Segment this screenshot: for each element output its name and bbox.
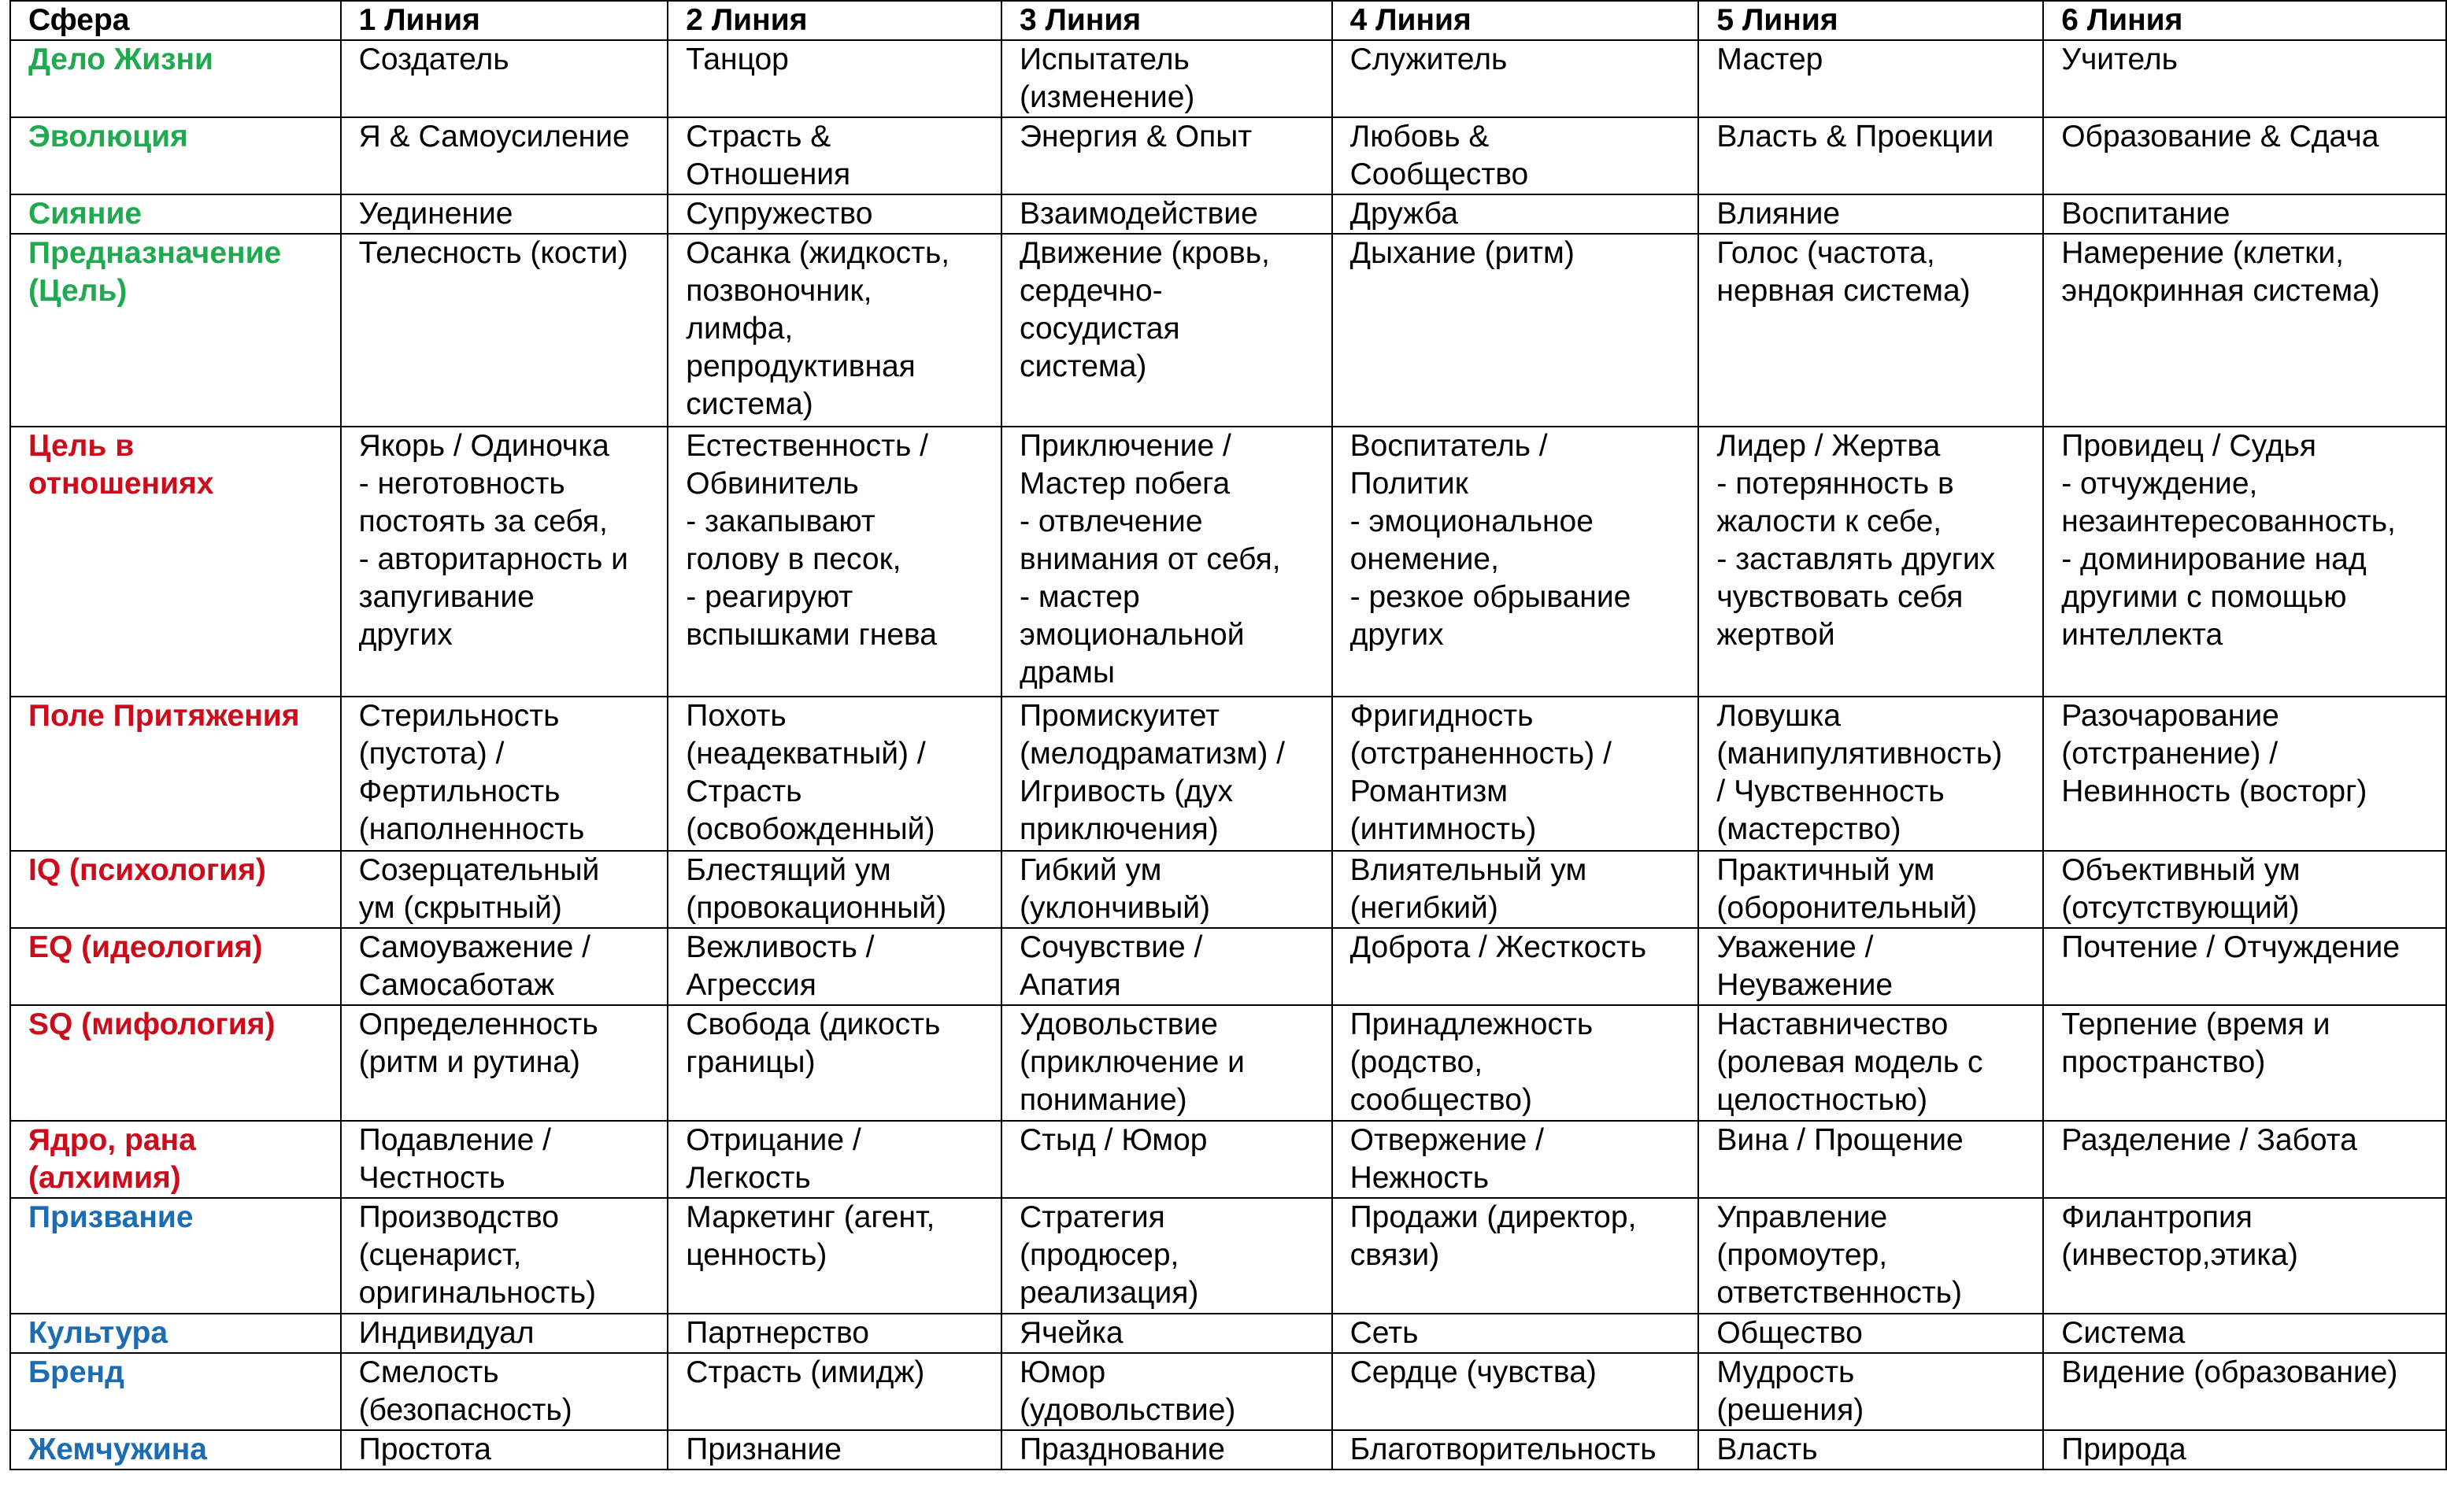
table-row (10, 1198, 2446, 1314)
table-row (10, 427, 2446, 697)
line-3-cell: Удовольствие (приключение и понимание) (1001, 1005, 1332, 1121)
line-1-cell: Производство (сценарист, оригинальность) (341, 1198, 668, 1314)
table-row (10, 1430, 2446, 1469)
line-3-cell: Юмор (удовольствие) (1001, 1353, 1332, 1430)
line-2-cell: Признание (668, 1430, 1001, 1469)
line-6-cell: Разделение / Забота (2043, 1121, 2446, 1198)
table-row (10, 697, 2446, 851)
line-2-cell: Блестящий ум (провокационный) (668, 851, 1001, 928)
header-cell-line-6: 6 Линия (2043, 1, 2446, 40)
line-4-cell: Сердце (чувства) (1332, 1353, 1699, 1430)
line-6-cell: Учитель (2043, 40, 2446, 117)
line-1-cell: Самоуважение / Самосаботаж (341, 928, 668, 1005)
line-3-cell: Энергия & Опыт (1001, 117, 1332, 194)
sphere-cell: EQ (идеология) (10, 928, 341, 1005)
line-6-cell: Объективный ум (отсутствующий) (2043, 851, 2446, 928)
line-5-cell: Власть (1698, 1430, 2043, 1469)
sphere-cell: Бренд (10, 1353, 341, 1430)
line-3-cell: Сочувствие / Апатия (1001, 928, 1332, 1005)
line-4-cell: Принадлежность (родство, сообщество) (1332, 1005, 1699, 1121)
line-2-cell: Страсть & Отношения (668, 117, 1001, 194)
line-4-cell: Доброта / Жесткость (1332, 928, 1699, 1005)
line-1-cell: Уединение (341, 194, 668, 234)
line-6-cell: Разочарование (отстранение) / Невинность (восторг) (2043, 697, 2446, 851)
line-1-cell: Смелость (безопасность) (341, 1353, 668, 1430)
line-1-cell: Создатель (341, 40, 668, 117)
sphere-cell: Призвание (10, 1198, 341, 1314)
line-4-cell: Сеть (1332, 1314, 1699, 1353)
sphere-cell: Культура (10, 1314, 341, 1353)
line-4-cell: Продажи (директор, связи) (1332, 1198, 1699, 1314)
sphere-cell: Жемчужина (10, 1430, 341, 1469)
line-5-cell: Мастер (1698, 40, 2043, 117)
line-3-cell: Движение (кровь, сердечно- сосудистая система) (1001, 234, 1332, 427)
table-row (10, 851, 2446, 928)
line-2-cell: Страсть (имидж) (668, 1353, 1001, 1430)
table-row (10, 1353, 2446, 1430)
line-1-cell: Стерильность (пустота) / Фертильность (наполненность (341, 697, 668, 851)
line-6-cell: Образование & Сдача (2043, 117, 2446, 194)
table-row (10, 1121, 2446, 1198)
header-cell-line-2: 2 Линия (668, 1, 1001, 40)
line-4-cell: Влиятельный ум (негибкий) (1332, 851, 1699, 928)
line-4-cell: Воспитатель / Политик - эмоциональное онемение, - резкое обрывание других (1332, 427, 1699, 697)
line-5-cell: Вина / Прощение (1698, 1121, 2043, 1198)
line-6-cell: Терпение (время и пространство) (2043, 1005, 2446, 1121)
line-6-cell: Почтение / Отчуждение (2043, 928, 2446, 1005)
header-cell-line-5: 5 Линия (1698, 1, 2043, 40)
line-3-cell: Ячейка (1001, 1314, 1332, 1353)
line-1-cell: Якорь / Одиночка - неготовность постоять за себя, - авторитарность и запугивание других (341, 427, 668, 697)
header-cell-sphere: Сфера (10, 1, 341, 40)
line-4-cell: Отвержение / Нежность (1332, 1121, 1699, 1198)
line-6-cell: Воспитание (2043, 194, 2446, 234)
line-5-cell: Управление (промоутер, ответственность) (1698, 1198, 2043, 1314)
line-4-cell: Служитель (1332, 40, 1699, 117)
table-body (10, 40, 2446, 1469)
table-row (10, 928, 2446, 1005)
line-5-cell: Голос (частота, нервная система) (1698, 234, 2043, 427)
line-1-cell: Определенность (ритм и рутина) (341, 1005, 668, 1121)
sphere-cell: Предназначение (Цель) (10, 234, 341, 427)
line-2-cell: Вежливость / Агрессия (668, 928, 1001, 1005)
line-4-cell: Благотворительность (1332, 1430, 1699, 1469)
line-1-cell: Телесность (кости) (341, 234, 668, 427)
line-2-cell: Маркетинг (агент, ценность) (668, 1198, 1001, 1314)
sphere-cell: Сияние (10, 194, 341, 234)
line-2-cell: Супружество (668, 194, 1001, 234)
line-1-cell: Созерцательный ум (скрытный) (341, 851, 668, 928)
line-6-cell: Видение (образование) (2043, 1353, 2446, 1430)
table-row (10, 1005, 2446, 1121)
line-5-cell: Наставничество (ролевая модель с целостностью) (1698, 1005, 2043, 1121)
line-5-cell: Влияние (1698, 194, 2043, 234)
line-2-cell: Танцор (668, 40, 1001, 117)
line-3-cell: Приключение / Мастер побега - отвлечение внимания от себя, - мастер эмоциональной драмы (1001, 427, 1332, 697)
line-5-cell: Ловушка (манипулятивность) / Чувственность (мастерство) (1698, 697, 2043, 851)
line-3-cell: Взаимодействие (1001, 194, 1332, 234)
line-4-cell: Любовь & Сообщество (1332, 117, 1699, 194)
line-4-cell: Фригидность (отстраненность) / Романтизм (интимность) (1332, 697, 1699, 851)
sphere-cell: SQ (мифология) (10, 1005, 341, 1121)
line-3-cell: Празднование (1001, 1430, 1332, 1469)
line-2-cell: Осанка (жидкость, позвоночник, лимфа, репродуктивная система) (668, 234, 1001, 427)
line-5-cell: Лидер / Жертва - потерянность в жалости к себе, - заставлять других чувствовать себя жертвой (1698, 427, 2043, 697)
line-1-cell: Простота (341, 1430, 668, 1469)
line-1-cell: Подавление / Честность (341, 1121, 668, 1198)
line-4-cell: Дыхание (ритм) (1332, 234, 1699, 427)
line-5-cell: Власть & Проекции (1698, 117, 2043, 194)
header-cell-line-3: 3 Линия (1001, 1, 1332, 40)
line-3-cell: Гибкий ум (уклончивый) (1001, 851, 1332, 928)
table-row (10, 194, 2446, 234)
spheres-lines-table (9, 0, 2447, 1470)
line-3-cell: Стратегия (продюсер, реализация) (1001, 1198, 1332, 1314)
sphere-cell: Ядро, рана (алхимия) (10, 1121, 341, 1198)
line-4-cell: Дружба (1332, 194, 1699, 234)
line-2-cell: Отрицание / Легкость (668, 1121, 1001, 1198)
sphere-cell: Поле Притяжения (10, 697, 341, 851)
line-2-cell: Похоть (неадекватный) / Страсть (освобожденный) (668, 697, 1001, 851)
line-1-cell: Индивидуал (341, 1314, 668, 1353)
line-5-cell: Практичный ум (оборонительный) (1698, 851, 2043, 928)
line-6-cell: Природа (2043, 1430, 2446, 1469)
sphere-cell: IQ (психология) (10, 851, 341, 928)
line-3-cell: Промискуитет (мелодраматизм) / Игривость (дух приключения) (1001, 697, 1332, 851)
line-2-cell: Свобода (дикость границы) (668, 1005, 1001, 1121)
line-3-cell: Испытатель (изменение) (1001, 40, 1332, 117)
table-row (10, 1314, 2446, 1353)
line-6-cell: Намерение (клетки, эндокринная система) (2043, 234, 2446, 427)
sphere-cell: Эволюция (10, 117, 341, 194)
sphere-cell: Цель в отношениях (10, 427, 341, 697)
line-6-cell: Филантропия (инвестор,этика) (2043, 1198, 2446, 1314)
line-2-cell: Партнерство (668, 1314, 1001, 1353)
line-5-cell: Общество (1698, 1314, 2043, 1353)
header-cell-line-1: 1 Линия (341, 1, 668, 40)
line-5-cell: Мудрость (решения) (1698, 1353, 2043, 1430)
line-6-cell: Провидец / Судья - отчуждение, незаинтересованность, - доминирование над другими с помощью интеллекта (2043, 427, 2446, 697)
line-3-cell: Стыд / Юмор (1001, 1121, 1332, 1198)
line-2-cell: Естественность / Обвинитель - закапывают голову в песок, - реагируют вспышками гнева (668, 427, 1001, 697)
table-row (10, 117, 2446, 194)
table-row (10, 234, 2446, 427)
table-header-row (10, 1, 2446, 40)
header-cell-line-4: 4 Линия (1332, 1, 1699, 40)
line-6-cell: Система (2043, 1314, 2446, 1353)
sphere-cell: Дело Жизни (10, 40, 341, 117)
table-row (10, 40, 2446, 117)
line-1-cell: Я & Самоусиление (341, 117, 668, 194)
line-5-cell: Уважение / Неуважение (1698, 928, 2043, 1005)
